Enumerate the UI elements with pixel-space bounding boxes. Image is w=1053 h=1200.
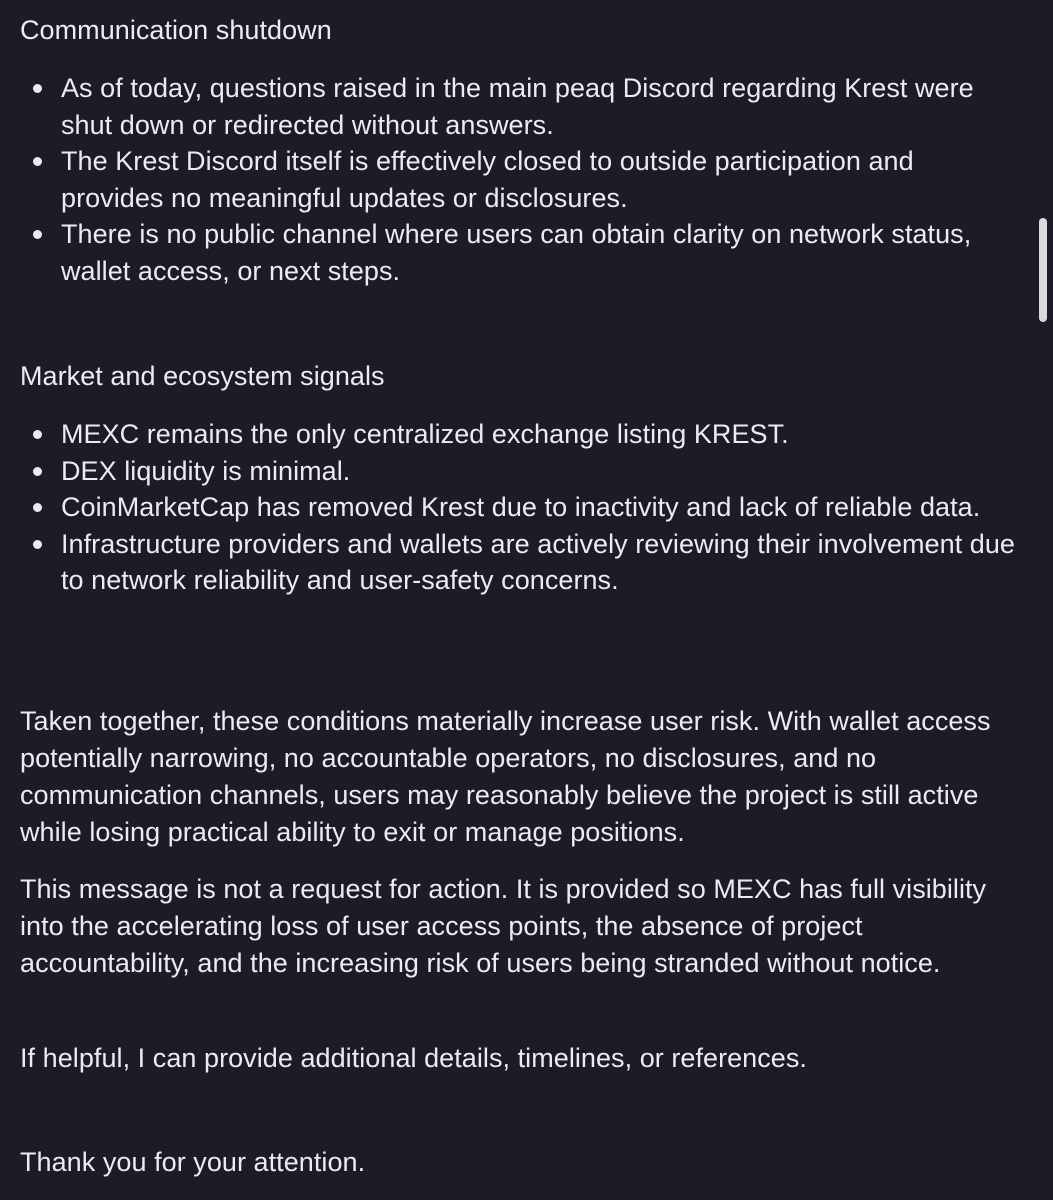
list-item-text: MEXC remains the only centralized exchange listing KREST. — [61, 419, 789, 449]
list-item-text: DEX liquidity is minimal. — [61, 455, 351, 486]
list-item-text: There is no public channel where users can obtain clarity on network status, wallet access, or next steps. — [61, 219, 972, 286]
offer-paragraph: If helpful, I can provide additional details, timelines, or references. — [20, 1043, 807, 1073]
bullet-icon — [33, 430, 42, 439]
list-item — [20, 489, 1020, 526]
scrollbar-thumb[interactable] — [1039, 218, 1047, 322]
list-item-text: As of today, questions raised in the main peaq Discord regarding Krest were shut down or redirected without answers. — [61, 73, 974, 140]
bullet-icon — [33, 84, 42, 93]
list-item-text: The Krest Discord itself is effectively closed to outside participation and provides no meaningful updates or disclosures. — [61, 146, 914, 213]
list-item-text: CoinMarketCap has removed Krest due to inactivity and lack of reliable data. — [61, 492, 981, 522]
bullet-icon — [33, 540, 42, 549]
bullet-icon — [33, 230, 42, 239]
list-item — [20, 216, 1020, 289]
list-item — [20, 453, 1020, 490]
list-item — [20, 70, 1020, 143]
list-item — [20, 143, 1020, 216]
section-heading-communication: Communication shutdown — [20, 15, 332, 45]
list-item — [20, 416, 1020, 453]
market-list — [20, 416, 1020, 599]
section-heading-market: Market and ecosystem signals — [20, 361, 385, 391]
notice-paragraph: This message is not a request for action. It is provided so MEXC has full visibility into the accelerating loss of user access points, the absence of project accountability, and the increasing risk of users being stranded without notice. — [20, 874, 987, 978]
bullet-icon — [33, 157, 42, 166]
bullet-icon — [33, 503, 42, 512]
summary-paragraph: Taken together, these conditions materially increase user risk. With wallet access potentially narrowing, no accountable operators, no disclosures, and no communication channels, users may reasonably believe the project is still active while losing practical ability to exit or manage positions. — [20, 706, 991, 847]
closing-paragraph: Thank you for your attention. — [20, 1147, 366, 1177]
communication-list — [20, 70, 1020, 289]
list-item-text: Infrastructure providers and wallets are actively reviewing their involvement due to network reliability and user-safety concerns. — [61, 528, 1015, 595]
bullet-icon — [33, 467, 42, 476]
list-item — [20, 526, 1020, 599]
